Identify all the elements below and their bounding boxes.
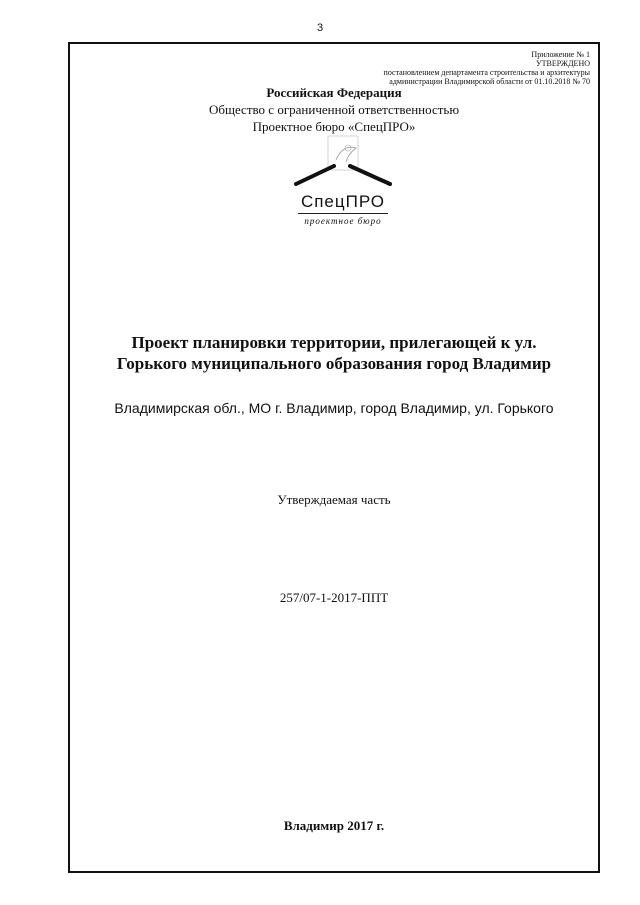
document-frame [68, 42, 600, 873]
city-year: Владимир 2017 г. [283, 818, 385, 833]
document-title [70, 332, 598, 374]
document-part: Утверждаемая часть [277, 492, 391, 507]
approval-line-approved: УТВЕРЖДЕНО [535, 59, 590, 68]
page-number: 3 [316, 22, 324, 34]
title-line-2: Горького муниципального образования город Владимир [116, 354, 552, 373]
title-line-1: Проект планировки территории, прилегающей к ул. [131, 333, 537, 352]
approval-line-decree: постановлением департамента строительства и архитектуры [383, 68, 590, 77]
organization-type: Общество с ограниченной ответственностью [208, 102, 460, 117]
organization-header [70, 84, 598, 135]
approval-line-authority: администрации Владимирской области от 01.10.2018 № 70 [389, 77, 590, 86]
project-address: Владимирская обл., МО г. Владимир, город Владимир, ул. Горького [114, 400, 554, 416]
logo-wordmark: СпецПРО [300, 192, 386, 211]
country-name: Российская Федерация [266, 85, 402, 100]
company-logo [288, 134, 398, 239]
logo-tagline: проектное бюро [304, 216, 382, 226]
organization-name: Проектное бюро «СпецПРО» [252, 119, 416, 134]
approval-line-appendix: Приложение № 1 [531, 50, 590, 59]
approval-stamp [384, 50, 590, 86]
logo-underline [298, 213, 388, 214]
document-code: 257/07-1-2017-ППТ [279, 590, 389, 605]
logo-emblem-icon [288, 134, 398, 192]
